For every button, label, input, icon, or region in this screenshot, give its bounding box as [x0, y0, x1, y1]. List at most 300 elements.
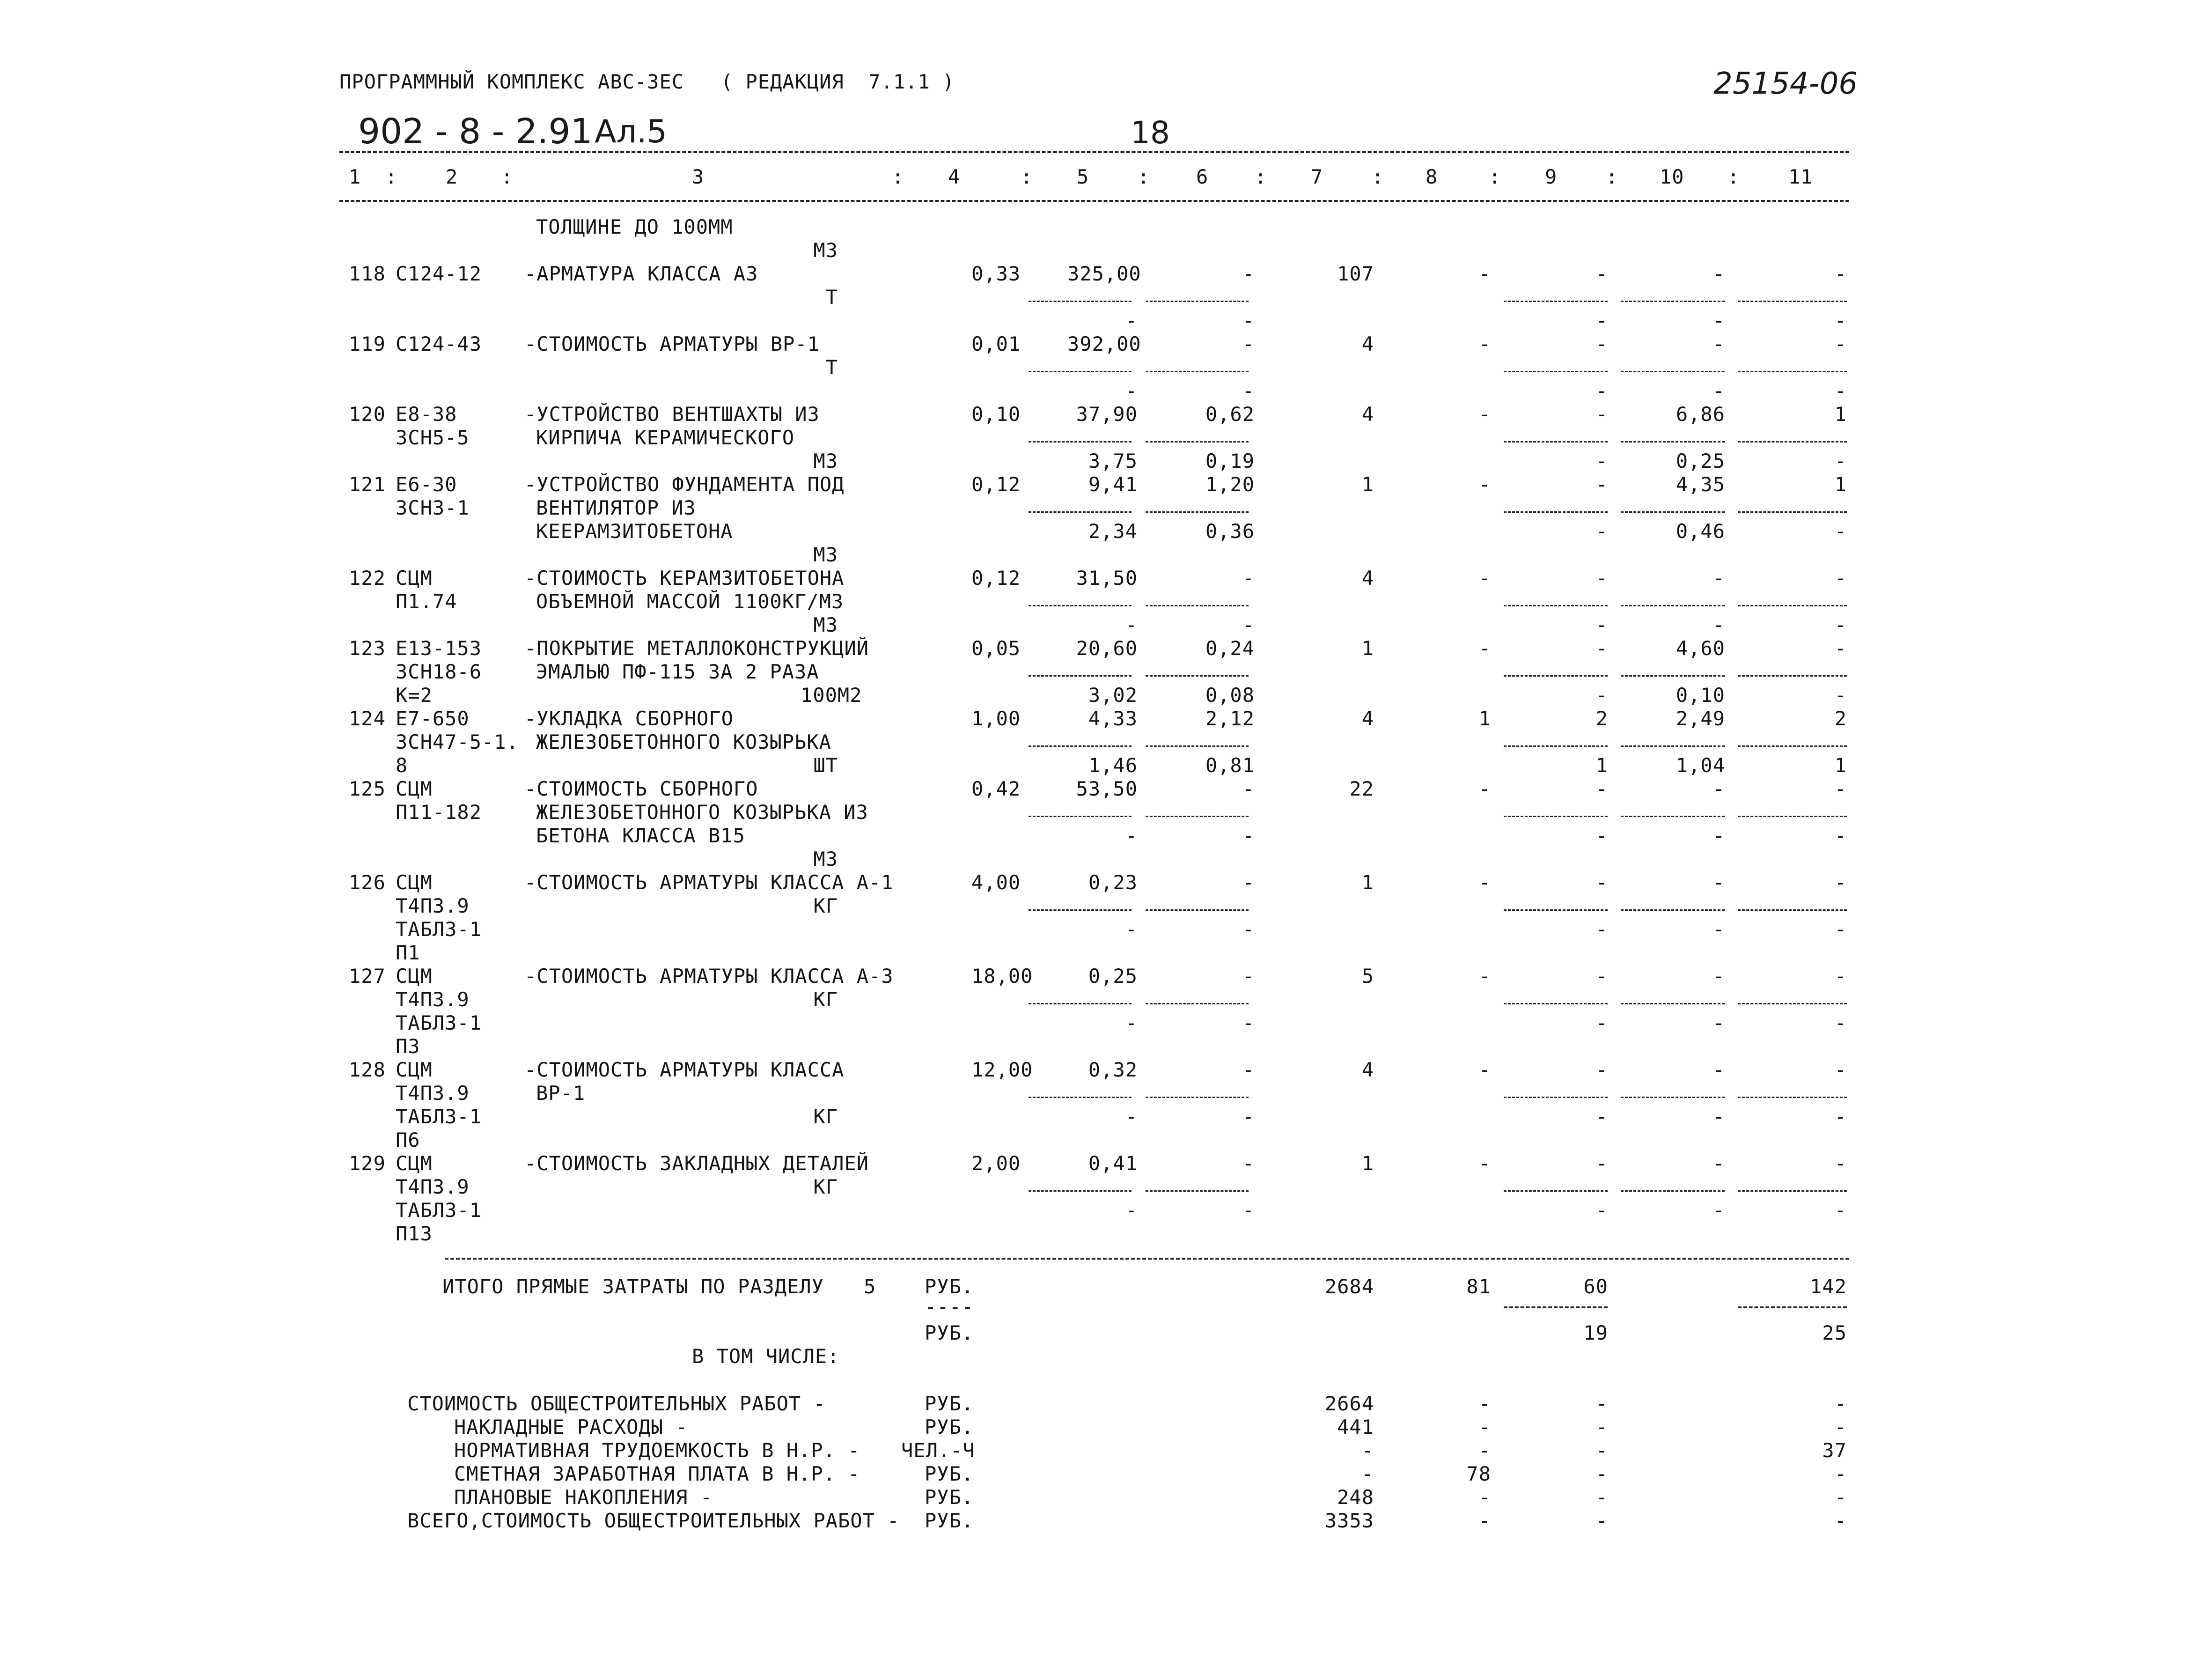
rate-code: ТАБЛ3-1 [396, 1011, 482, 1034]
column-separator: : [1255, 165, 1267, 188]
cell-col7: 4 [1361, 1058, 1374, 1081]
cell-underline [1029, 909, 1132, 911]
cell-underline [1738, 441, 1847, 442]
cell-col6: - [1242, 1152, 1255, 1175]
cell-col11: - [1834, 824, 1847, 847]
work-description: ВР-1 [536, 1082, 586, 1105]
cell-col8: - [1478, 1058, 1491, 1081]
header-rule-bottom [339, 200, 1849, 202]
work-description: -СТОИМОСТЬ ЗАКЛАДНЫХ ДЕТАЛЕЙ [524, 1152, 869, 1175]
summary-col11: - [1834, 1486, 1847, 1509]
cell-underline [1504, 909, 1608, 911]
cell-col6: - [1242, 871, 1255, 894]
work-description: -ПОКРЫТИЕ МЕТАЛЛОКОНСТРУКЦИЙ [524, 637, 869, 660]
cell-underline [1504, 675, 1608, 677]
cell-underline [1029, 1190, 1132, 1192]
header-rule-top [339, 151, 1849, 153]
cell-col6: - [1242, 777, 1255, 800]
cell-col7: 4 [1361, 332, 1374, 355]
cell-underline [1504, 511, 1608, 513]
cell-underline [1738, 1190, 1847, 1192]
rate-code: Т4П3.9 [396, 1175, 470, 1198]
cell-col11: 2 [1834, 707, 1847, 730]
cell-underline [1504, 816, 1608, 817]
totals-label: ИТОГО ПРЯМЫЕ ЗАТРАТЫ ПО РАЗДЕЛУ [442, 1275, 824, 1298]
cell-col10: - [1712, 262, 1725, 285]
column-separator: : [1727, 165, 1740, 188]
cell-col7: 4 [1361, 403, 1374, 426]
work-description: КЕЕРАМЗИТОБЕТОНА [536, 520, 733, 543]
column-number-10: 10 [1660, 165, 1684, 188]
cell-underline [1029, 511, 1132, 513]
rate-code: СЦМ [396, 871, 433, 894]
cell-col8: - [1478, 965, 1491, 988]
cell-underline [1621, 816, 1725, 817]
cell-col11: - [1834, 918, 1847, 941]
cell-col7: 5 [1361, 965, 1374, 988]
cell-underline [1029, 816, 1132, 817]
page-number: 18 [1131, 115, 1170, 151]
work-description: БЕТОНА КЛАССА В15 [536, 824, 745, 847]
unit-label: Т [825, 286, 838, 309]
summary-col11: - [1834, 1509, 1847, 1532]
summary-col7: - [1361, 1462, 1374, 1485]
rate-code: Т4П3.9 [396, 1082, 470, 1105]
work-description: -УКЛАДКА СБОРНОГО [524, 707, 734, 730]
cell-underline [1621, 745, 1725, 747]
summary-col8: - [1478, 1416, 1491, 1438]
cell-col11: - [1834, 637, 1847, 660]
row-number: 119 [349, 332, 386, 355]
cell-underline [1146, 441, 1249, 442]
cell-col11: - [1834, 1152, 1847, 1175]
work-description: ЖЕЛЕЗОБЕТОННОГО КОЗЫРЬКА ИЗ [536, 801, 868, 824]
cell-col5: 31,50 [1076, 567, 1138, 590]
cell-col9: - [1595, 613, 1608, 636]
row-number: 118 [349, 262, 386, 285]
cell-col10: 2,49 [1676, 707, 1725, 730]
cell-col9: - [1595, 1011, 1608, 1034]
cell-underline [1029, 1003, 1132, 1004]
rate-code: С124-12 [396, 262, 482, 285]
cell-col9: - [1595, 1058, 1608, 1081]
rate-code: Е13-153 [396, 637, 482, 660]
summary-col7: 2664 [1324, 1392, 1374, 1415]
cell-col6: - [1242, 1199, 1255, 1222]
cell-underline [1146, 301, 1249, 302]
cell-underline [1146, 909, 1249, 911]
cell-col6: - [1242, 1058, 1255, 1081]
cell-underline [1146, 675, 1249, 677]
cell-col5: 392,00 [1067, 332, 1141, 355]
rate-code: П11-182 [396, 801, 482, 824]
unit-label: Т [825, 356, 838, 379]
cell-col10: - [1712, 1105, 1725, 1128]
summary-col9: - [1595, 1439, 1608, 1462]
work-description: -СТОИМОСТЬ АРМАТУРЫ КЛАССА А-3 [524, 965, 894, 988]
cell-col11: - [1834, 684, 1847, 707]
rate-code: Т4П3.9 [396, 894, 470, 917]
totals-unit-2: РУБ. [925, 1321, 974, 1344]
column-separator: : [1372, 165, 1384, 188]
summary-col7: 248 [1337, 1486, 1374, 1509]
cell-col9: - [1595, 450, 1608, 472]
cell-col5: - [1125, 309, 1138, 332]
cell-col6: - [1242, 965, 1255, 988]
cell-col6: - [1242, 379, 1255, 402]
cell-col11: - [1834, 332, 1847, 355]
summary-col8: 78 [1466, 1462, 1491, 1485]
cell-underline [1738, 816, 1847, 817]
cell-col6: - [1242, 332, 1255, 355]
rate-code: Е6-30 [396, 473, 457, 496]
cell-col4: 18,00 [971, 965, 1033, 988]
cell-col5: 4,33 [1088, 707, 1138, 730]
cell-underline [1738, 371, 1847, 372]
summary-label: СТОИМОСТЬ ОБЩЕСТРОИТЕЛЬНЫХ РАБОТ - [407, 1392, 826, 1415]
row-number: 124 [349, 707, 386, 730]
cell-col8: - [1478, 637, 1491, 660]
column-number-4: 4 [948, 165, 961, 188]
cell-underline [1029, 675, 1132, 677]
cell-col9: - [1595, 332, 1608, 355]
doc-code: 902 - 8 - 2.91 [358, 111, 593, 152]
rate-code: СЦМ [396, 965, 433, 988]
rate-code: СЦМ [396, 1058, 433, 1081]
cell-col11: - [1834, 1058, 1847, 1081]
column-number-9: 9 [1545, 165, 1558, 188]
cell-underline [1621, 675, 1725, 677]
work-description: -СТОИМОСТЬ АРМАТУРЫ КЛАССА [524, 1058, 845, 1081]
cell-col5: 3,75 [1088, 450, 1138, 472]
unit-label: М3 [813, 239, 838, 262]
cell-col10: - [1712, 918, 1725, 941]
cell-col4: 0,12 [971, 473, 1021, 496]
column-separator: : [1606, 165, 1618, 188]
rate-code: ТАБЛ3-1 [396, 1105, 482, 1128]
row-number: 129 [349, 1152, 386, 1175]
cell-col6: 0,81 [1205, 754, 1255, 777]
cell-col4: 12,00 [971, 1058, 1033, 1081]
row-number: 125 [349, 777, 386, 800]
program-title: ПРОГРАММНЫЙ КОМПЛЕКС АВС-3ЕС ( РЕДАКЦИЯ 7.1.1 ) [339, 70, 955, 93]
row-number: 121 [349, 473, 386, 496]
cell-col9: - [1595, 379, 1608, 402]
cell-underline [1029, 301, 1132, 302]
rate-code: 3СН18-6 [396, 660, 482, 683]
cell-underline [1504, 371, 1608, 372]
work-description: -АРМАТУРА КЛАССА А3 [524, 262, 758, 285]
summary-col11: - [1834, 1416, 1847, 1438]
cell-col10: 1,04 [1676, 754, 1725, 777]
cell-col5: 37,90 [1076, 403, 1138, 426]
column-number-11: 11 [1788, 165, 1813, 188]
cell-col5: 3,02 [1088, 684, 1138, 707]
cell-underline [1146, 1097, 1249, 1098]
cell-col9: - [1595, 777, 1608, 800]
cell-col4: 1,00 [971, 707, 1021, 730]
cell-col11: - [1834, 309, 1847, 332]
cell-col9: - [1595, 262, 1608, 285]
cell-underline [1029, 371, 1132, 372]
cell-underline [1738, 511, 1847, 513]
rate-code: Е7-650 [396, 707, 470, 730]
cell-col10: - [1712, 1011, 1725, 1034]
cell-underline [1738, 909, 1847, 911]
summary-col9: - [1595, 1486, 1608, 1509]
cell-col8: 1 [1478, 707, 1491, 730]
cell-col6: - [1242, 1105, 1255, 1128]
cell-col11: - [1834, 520, 1847, 543]
totals-col9b: 19 [1583, 1321, 1608, 1344]
cell-col6: 2,12 [1205, 707, 1255, 730]
cell-col10: - [1712, 309, 1725, 332]
cell-col5: 0,32 [1088, 1058, 1138, 1081]
cell-underline [1621, 511, 1725, 513]
totals-col9: 60 [1583, 1275, 1608, 1298]
cell-col7: 1 [1361, 871, 1374, 894]
summary-col7: 441 [1337, 1416, 1374, 1438]
cell-col5: - [1125, 918, 1138, 941]
cell-col9: - [1595, 684, 1608, 707]
cell-underline [1504, 1097, 1608, 1098]
cell-col10: - [1712, 613, 1725, 636]
unit-label: 100М2 [801, 684, 862, 707]
cell-col8: - [1478, 262, 1491, 285]
column-separator: : [1489, 165, 1501, 188]
work-description: -СТОИМОСТЬ АРМАТУРЫ КЛАССА А-1 [524, 871, 894, 894]
totals-unit: РУБ. [925, 1275, 974, 1298]
cell-underline [1738, 745, 1847, 747]
cell-col5: 2,34 [1088, 520, 1138, 543]
rate-code: 3СН3-1 [396, 496, 470, 519]
summary-label: НАКЛАДНЫЕ РАСХОДЫ - [454, 1416, 688, 1438]
cell-underline [1621, 909, 1725, 911]
rate-code: СЦМ [396, 777, 433, 800]
totals-col11b: 25 [1822, 1321, 1847, 1344]
rate-code: Т4П3.9 [396, 988, 470, 1011]
cell-col5: 53,50 [1076, 777, 1138, 800]
unit-label: КГ [813, 894, 838, 917]
cell-col5: - [1125, 824, 1138, 847]
summary-col11: - [1834, 1392, 1847, 1415]
cell-underline [1146, 1190, 1249, 1192]
cell-col5: - [1125, 379, 1138, 402]
cell-underline [1621, 1003, 1725, 1004]
summary-unit: РУБ. [925, 1509, 974, 1532]
cell-underline [1504, 1190, 1608, 1192]
cell-col5: 0,41 [1088, 1152, 1138, 1175]
cell-col7: 107 [1337, 262, 1374, 285]
totals-underline-col9 [1504, 1306, 1608, 1308]
cell-col10: 0,10 [1676, 684, 1725, 707]
cell-col6: - [1242, 824, 1255, 847]
totals-col11: 142 [1810, 1275, 1847, 1298]
row-number: 123 [349, 637, 386, 660]
cell-col7: 1 [1361, 1152, 1374, 1175]
column-separator: : [385, 165, 398, 188]
column-separator: : [501, 165, 514, 188]
cell-col8: - [1478, 777, 1491, 800]
cell-col11: - [1834, 262, 1847, 285]
column-number-5: 5 [1077, 165, 1089, 188]
cell-col4: 0,01 [971, 332, 1021, 355]
album-label: Ал.5 [595, 113, 667, 150]
stamp-number: 25154-06 [1713, 66, 1858, 101]
summary-label: ВСЕГО,СТОИМОСТЬ ОБЩЕСТРОИТЕЛЬНЫХ РАБОТ - [407, 1509, 900, 1532]
rate-code: 3СН5-5 [396, 426, 470, 449]
cell-col6: 0,19 [1205, 450, 1255, 472]
rate-code: СЦМ [396, 567, 433, 590]
cell-col6: - [1242, 567, 1255, 590]
cell-col11: - [1834, 1011, 1847, 1034]
rate-code: П13 [396, 1222, 433, 1245]
cell-underline [1029, 1097, 1132, 1098]
column-number-6: 6 [1196, 165, 1209, 188]
cell-col10: 0,25 [1676, 450, 1725, 472]
cell-col6: 0,62 [1205, 403, 1255, 426]
unit-label: М3 [813, 450, 838, 472]
totals-col8: 81 [1466, 1275, 1491, 1298]
work-description: -СТОИМОСТЬ СБОРНОГО [524, 777, 758, 800]
rate-code: ТАБЛ3-1 [396, 918, 482, 941]
cell-col6: - [1242, 1011, 1255, 1034]
cell-col11: - [1834, 871, 1847, 894]
cell-col6: - [1242, 613, 1255, 636]
cell-col10: - [1712, 567, 1725, 590]
cell-col7: 22 [1349, 777, 1374, 800]
cell-col9: - [1595, 1152, 1608, 1175]
row-number: 127 [349, 965, 386, 988]
cell-underline [1621, 301, 1725, 302]
work-description: -УСТРОЙСТВО ФУНДАМЕНТА ПОД [524, 473, 845, 496]
cell-col4: 0,05 [971, 637, 1021, 660]
cell-underline [1621, 1097, 1725, 1098]
cell-col6: - [1242, 262, 1255, 285]
work-description: -СТОИМОСТЬ КЕРАМЗИТОБЕТОНА [524, 567, 845, 590]
unit-label: КГ [813, 988, 838, 1011]
cell-col5: - [1125, 1105, 1138, 1128]
cell-col10: 4,60 [1676, 637, 1725, 660]
work-description: ВЕНТИЛЯТОР ИЗ [536, 496, 696, 519]
totals-section: 5 [864, 1275, 876, 1298]
cell-col6: 0,24 [1205, 637, 1255, 660]
cell-col11: - [1834, 567, 1847, 590]
rate-code: П1 [396, 941, 420, 964]
rate-code: ТАБЛ3-1 [396, 1199, 482, 1222]
cell-col7: 4 [1361, 707, 1374, 730]
cell-underline [1504, 605, 1608, 606]
work-description: ЖЕЛЕЗОБЕТОННОГО КОЗЫРЬКА [536, 730, 831, 753]
cell-underline [1146, 816, 1249, 817]
summary-unit: РУБ. [925, 1392, 974, 1415]
rate-code: П3 [396, 1035, 420, 1058]
cell-underline [1504, 441, 1608, 442]
cell-col9: 2 [1595, 707, 1608, 730]
row-number: 122 [349, 567, 386, 590]
cell-underline [1146, 605, 1249, 606]
summary-col7: 3353 [1324, 1509, 1374, 1532]
column-number-3: 3 [692, 165, 705, 188]
cell-underline [1146, 745, 1249, 747]
cell-underline [1029, 745, 1132, 747]
cell-col9: - [1595, 520, 1608, 543]
cell-col5: - [1125, 1199, 1138, 1222]
cell-underline [1029, 605, 1132, 606]
column-number-1: 1 [349, 165, 361, 188]
summary-unit: ЧЕЛ.-Ч [901, 1439, 975, 1462]
cell-col10: - [1712, 871, 1725, 894]
unit-label: КГ [813, 1175, 838, 1198]
cell-col6: - [1242, 309, 1255, 332]
including-label: В ТОМ ЧИСЛЕ: [692, 1345, 840, 1368]
work-description: КИРПИЧА КЕРАМИЧЕСКОГО [536, 426, 795, 449]
cell-col8: - [1478, 567, 1491, 590]
cell-col5: 20,60 [1076, 637, 1138, 660]
cell-col10: - [1712, 1058, 1725, 1081]
cell-underline [1504, 301, 1608, 302]
cell-col7: 1 [1361, 637, 1374, 660]
cell-col9: 1 [1595, 754, 1608, 777]
cell-col11: - [1834, 379, 1847, 402]
column-number-2: 2 [446, 165, 458, 188]
summary-unit: РУБ. [925, 1416, 974, 1438]
cell-col11: 1 [1834, 473, 1847, 496]
rate-code: СЦМ [396, 1152, 433, 1175]
cell-col5: 1,46 [1088, 754, 1138, 777]
summary-col9: - [1595, 1462, 1608, 1485]
cell-col5: - [1125, 613, 1138, 636]
cell-underline [1504, 1003, 1608, 1004]
cell-underline [1621, 605, 1725, 606]
cell-col8: - [1478, 871, 1491, 894]
totals-unit-dashes: ---- [925, 1295, 974, 1318]
cell-col9: - [1595, 1199, 1608, 1222]
column-number-7: 7 [1311, 165, 1323, 188]
summary-col7: - [1361, 1439, 1374, 1462]
cell-col7: 4 [1361, 567, 1374, 590]
cell-col10: - [1712, 1152, 1725, 1175]
summary-col9: - [1595, 1392, 1608, 1415]
column-separator: : [1138, 165, 1150, 188]
summary-unit: РУБ. [925, 1486, 974, 1509]
cell-col10: - [1712, 777, 1725, 800]
cell-col8: - [1478, 473, 1491, 496]
cell-col10: 0,46 [1676, 520, 1725, 543]
cell-underline [1738, 605, 1847, 606]
summary-col8: - [1478, 1392, 1491, 1415]
cell-underline [1738, 1003, 1847, 1004]
cell-underline [1029, 441, 1132, 442]
cell-underline [1738, 301, 1847, 302]
summary-label: НОРМАТИВНАЯ ТРУДОЕМКОСТЬ В Н.Р. - [454, 1439, 860, 1462]
unit-label: М3 [813, 848, 838, 870]
cell-col10: - [1712, 332, 1725, 355]
totals-col7: 2684 [1324, 1275, 1374, 1298]
summary-col8: - [1478, 1439, 1491, 1462]
cell-col8: - [1478, 1152, 1491, 1175]
cell-col8: - [1478, 403, 1491, 426]
cell-col9: - [1595, 309, 1608, 332]
unit-label: КГ [813, 1105, 838, 1128]
cell-col9: - [1595, 918, 1608, 941]
column-number-8: 8 [1426, 165, 1438, 188]
summary-col11: 37 [1822, 1439, 1847, 1462]
work-description: -СТОИМОСТЬ АРМАТУРЫ ВР-1 [524, 332, 820, 355]
cell-col6: - [1242, 918, 1255, 941]
summary-unit: РУБ. [925, 1462, 974, 1485]
unit-label: ШТ [813, 754, 838, 777]
